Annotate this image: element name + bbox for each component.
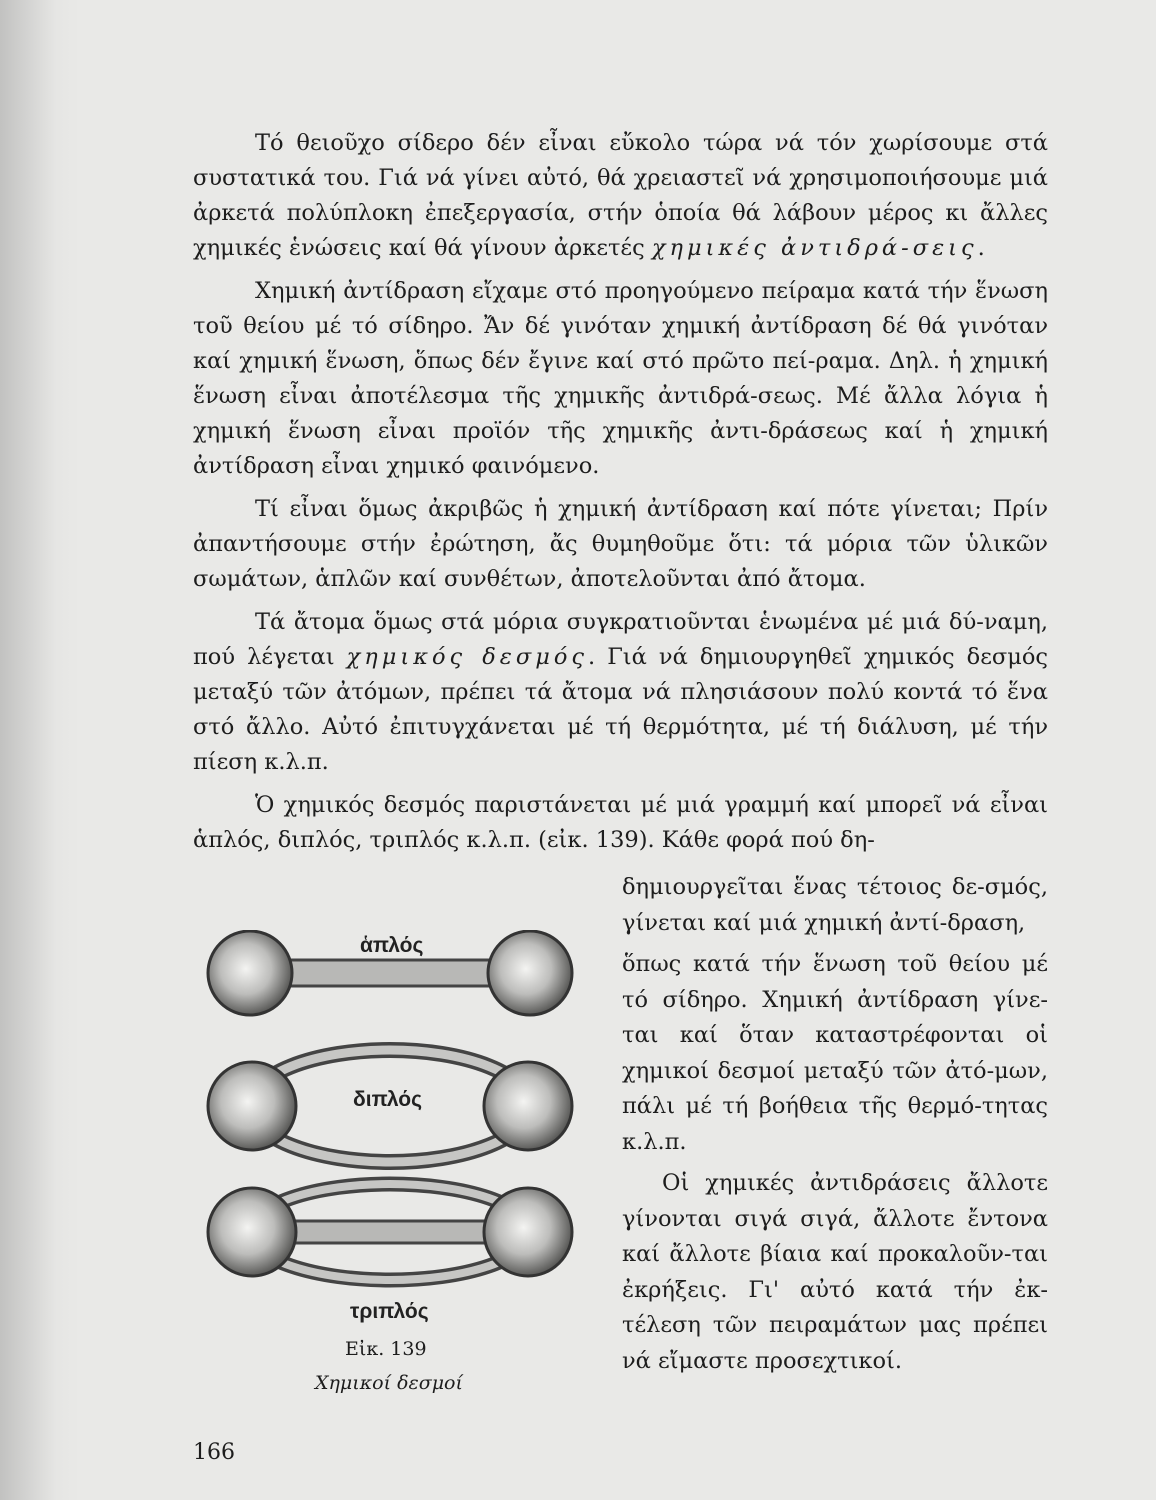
- paragraph-1: Τό θειοῦχο σίδερο δέν εἶναι εὔκολο τώρα νά τόν χωρίσουμε στά συστατικά του. Γιά νά γίνει αὐτό, θά χρειαστεῖ νά χρησιμοποιήσουμε μιά ἀρκετά πολύπλοκη ἐπεξεργασία, στήν ὁποία θά λάβουν μέρος κι ἄλλες χημικές ἑνώσεις καί θά γίνουν ἀρκετές χημικές ἀντιδρά-σεις.: [193, 130, 1048, 261]
- atom-left-triple: [208, 1188, 296, 1276]
- right-paragraph-2: ὅπως κατά τήν ἕνωση τοῦ θείου μέ τό σίδηρο. Χημική ἀντίδραση γίνε-ται καί ὅταν καταστρέφονται οἱ χημικοί δεσμοί μεταξύ τῶν ἀτό-μων, πάλι μέ τή βοήθεια τῆς θερμό-τητας κ.λ.π.: [622, 951, 1048, 1155]
- label-triple-bond: τριπλός: [350, 1300, 429, 1323]
- paragraph-4: Τά ἄτομα ὅμως στά μόρια συγκρατιοῦνται ἑνωμένα μέ μιά δύ-ναμη, πού λέγεται χημικός δεσμός. Γιά νά δημιουργηθεῖ χημικός δεσμός μεταξύ τῶν ἀτόμων, πρέπει τά ἄτομα νά πλησιάσουν πολύ κοντά τό ἕνα στό ἄλλο. Αὐτό ἐπιτυγχάνεται μέ τή θερμότητα, μέ τή διάλυση, μέ τήν πίεση κ.λ.π.: [193, 609, 1048, 775]
- figure-caption: Χημικοί δεσμοί: [315, 1372, 463, 1394]
- right-paragraph-1: δημιουργεῖται ἕνας τέτοιος δε-σμός, γίνεται καί μιά χημική ἀντί-δραση,: [622, 874, 1048, 936]
- atom-right-single: [488, 931, 572, 1015]
- right-column-text: [622, 870, 1048, 1385]
- triple-bond-model: [208, 1184, 572, 1280]
- atom-left-single: [208, 931, 292, 1015]
- atom-right-double: [484, 1062, 572, 1150]
- main-text-block: [193, 126, 1048, 858]
- triple-bond-bar: [265, 1221, 515, 1243]
- single-bond-bar: [265, 960, 515, 986]
- bond-diagram: [205, 930, 590, 1330]
- paragraph-2: Χημική ἀντίδραση εἴχαμε στό προηγούμενο πείραμα κατά τήν ἕνωση τοῦ θείου μέ τό σίδηρο. Ἄν δέ γινόταν χημική ἀντίδραση δέ θά γινόταν καί χημική ἕνωση, ὅπως δέν ἔγινε καί στό πρῶτο πεί-ραμα. Δηλ. ἡ χημική ἕνωση εἶναι ἀποτέλεσμα τῆς χημικῆς ἀντιδρά-σεως. Μέ ἄλλα λόγια ἡ χημική ἕνωση εἶναι προϊόν τῆς χημικῆς ἀντι-δράσεως καί ἡ χημική ἀντίδραση εἶναι χημικό φαινόμενο.: [193, 278, 1048, 479]
- page-edge-shadow: [0, 0, 80, 1500]
- paragraph-5: Ὁ χημικός δεσμός παριστάνεται μέ μιά γραμμή καί μπορεῖ νά εἶναι ἁπλός, διπλός, τριπλός κ.λ.π. (εἰκ. 139). Κάθε φορά πού δη-: [193, 792, 1048, 853]
- chemical-bonds-figure: [205, 930, 590, 1330]
- figure-number: Εἰκ. 139: [345, 1338, 427, 1360]
- right-paragraph-3: Οἱ χημικές ἀντιδράσεις ἄλλοτε γίνονται σιγά σιγά, ἄλλοτε ἔντονα καί ἄλλοτε βίαια καί προκαλοῦν-ται ἐκρήξεις. Γι' αὐτό κατά τήν ἐκ-τέλεση τῶν πειραμάτων μας πρέπει νά εἴμαστε προσεχτικοί.: [622, 1170, 1048, 1374]
- paragraph-3: Τί εἶναι ὅμως ἀκριβῶς ἡ χημική ἀντίδραση καί πότε γίνεται; Πρίν ἀπαντήσουμε στήν ἐρώτηση, ἄς θυμηθοῦμε ὅτι: τά μόρια τῶν ὑλικῶν σωμάτων, ἁπλῶν καί συνθέτων, ἀποτελοῦνται ἀπό ἄτομα.: [193, 496, 1048, 592]
- page-number: 166: [193, 1440, 235, 1465]
- atom-right-triple: [484, 1188, 572, 1276]
- label-double-bond: διπλός: [353, 1088, 423, 1111]
- label-single-bond: ἁπλός: [360, 934, 424, 957]
- atom-left-double: [208, 1062, 296, 1150]
